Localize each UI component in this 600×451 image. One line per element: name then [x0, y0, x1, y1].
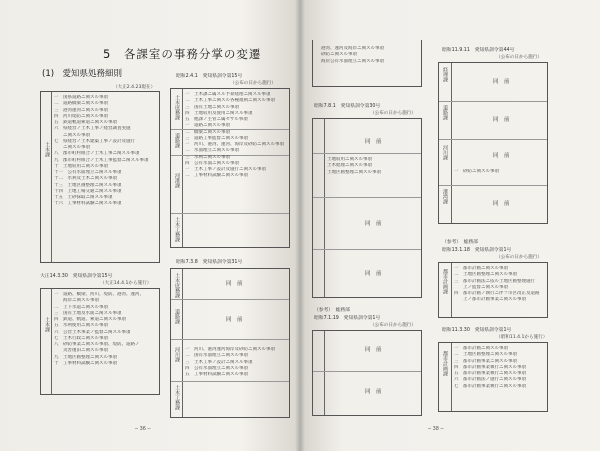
- box5-heading: 昭和11.9.11 愛知県訓令第44号: [442, 48, 515, 53]
- list-item: 四 土地収用及使用ニ関スル事項: [185, 110, 253, 116]
- box2-date-note: （公布の日から施行）: [230, 81, 276, 86]
- box4-same-label-1: 同 前: [226, 281, 243, 287]
- list-item: 二 水面埋立ニ関スル事項: [185, 148, 239, 154]
- box4-heading: 昭和7.3.8 愛知県訓令第31号: [176, 260, 243, 265]
- list-item: 二 工事材料試験ニ関スル事項: [185, 173, 248, 179]
- list-item: 十 土地収用ニ関スル事項: [54, 163, 108, 169]
- list-item: 二 土木工事ニ関スル各種規則ニ関スル事項: [185, 98, 275, 104]
- chapter-title: 5 各課室の事務分掌の変遷: [103, 47, 262, 61]
- left-page-number: ─ 36 ─: [135, 426, 151, 432]
- box8-same-label-1: 同 前: [365, 347, 382, 353]
- list-item: 三 国有土地ニ関スル事項: [185, 104, 239, 110]
- box5-date-note: （公布の日から施行）: [496, 55, 542, 60]
- list-item: 一 都市計画ニ関スル事項: [454, 266, 508, 271]
- list-item: 四 都市計画ノ執行ニ伴フ市区改正及道路: [454, 291, 540, 296]
- list-item: 一 砂防ニ関スル事項: [454, 169, 499, 174]
- list-item: 三 都市計画法ニ依ル土地区画整理施行: [454, 278, 535, 284]
- list-item: 二 土地区画整理ニ関スル事項: [454, 352, 517, 358]
- box9-heading: 昭和11.3.30 愛知県訓令第1号: [442, 328, 512, 333]
- box8-heading: 昭和7.1.19 愛知県訓令第1号: [314, 316, 381, 321]
- box9-ordinance-table: [438, 342, 548, 412]
- box1-item-list: [54, 95, 157, 208]
- list-item: 一 土木課ニ属スル予算経理ニ関スル事項: [185, 92, 271, 97]
- list-item: 二 国有水面埋立ニ関スル事項: [185, 353, 248, 359]
- box2-dept-label-2: [173, 133, 179, 151]
- list-item: 三 道路工事監督ニ関スル事項: [185, 135, 248, 141]
- box6-item-list: [327, 157, 419, 176]
- dept-label-text: 港湾課: [442, 189, 448, 204]
- box4-item-list: [185, 347, 287, 378]
- dept-label-text: 土木庶務課: [174, 95, 180, 120]
- box1-ordinance-table: [40, 91, 160, 263]
- box7-pre-label: （参考） 総務部: [442, 240, 478, 245]
- list-item: 五 鉄道軌道索道ニ関スル事項: [54, 120, 117, 125]
- box3-heading: 大正14.3.30 愛知県訓令第15号: [40, 274, 113, 279]
- box4-dept-label-3: [173, 347, 179, 365]
- list-item: 四 河川堤防ニ関スル事項: [54, 113, 108, 119]
- list-item: 二 土地区画整理ニ関スル事項: [454, 272, 517, 278]
- box2-ordinance-table: [170, 88, 290, 248]
- box9-date-note: （昭和11.4.1から施行）: [496, 335, 548, 340]
- list-item: 一 道路、橋梁、河川、堤防、港湾、運河、: [54, 292, 144, 297]
- list-item: 三 港湾運河ニ関スル事項: [54, 107, 108, 113]
- list-item: 二 上下水道ニ関スル事項: [54, 304, 108, 310]
- dept-label-text: 河川課: [442, 145, 448, 160]
- dept-label-text: 都市計画課: [442, 269, 448, 294]
- box6-same-label-3: 同 前: [365, 271, 382, 277]
- list-item: 海岸ニ関スル事項: [54, 298, 99, 304]
- list-item: 十二 水利及土木ニ関スル事項: [54, 176, 117, 182]
- dept-label-text: 河港課: [174, 173, 180, 188]
- box5-item-list: [454, 169, 544, 175]
- section-title: (1) 愛知県処務細則: [42, 69, 123, 79]
- list-item: 六 公営土木事業ノ監督ニ関スル事項: [54, 329, 131, 335]
- list-item: 四 公有水面ニ関スル事項: [185, 160, 239, 166]
- box5-dept-label-2: [441, 105, 447, 123]
- list-item: 十三 土地区画整理ニ関スル事項: [54, 182, 122, 188]
- box4-dept-label-4: [173, 385, 179, 413]
- list-item: 二 橋梁ニ関スル事項: [185, 129, 230, 135]
- list-item: 十五 土砂採取ニ関スル事項: [54, 195, 113, 200]
- list-item: ニ関スル事項: [54, 132, 90, 138]
- list-item: 三 国有土地及水面ニ関スル事項: [54, 310, 122, 316]
- box5-same-label-4: 同 前: [493, 201, 510, 207]
- list-item: 一 道路ニ関スル事項: [185, 123, 230, 129]
- dept-label-text: 土木工務課: [174, 217, 180, 242]
- box2-heading: 昭和2.4.1 愛知県訓令第15号: [176, 74, 243, 79]
- box6-same-label-1: 同 前: [365, 139, 382, 145]
- list-item: 三 都市計画事業ニ関スル事項: [454, 358, 517, 364]
- box6-same-label-2: 同 前: [365, 221, 382, 227]
- list-item: 土地収用ニ関スル事項: [327, 157, 372, 162]
- right-page-number: ─ 38 ─: [428, 426, 444, 432]
- dept-label-text: 河川課: [174, 347, 180, 362]
- box6-date-note: （公布の日から施行）: [370, 111, 416, 116]
- box4-dept-label-1: [173, 273, 179, 301]
- list-item: 八 砂防事業ニ関スル事項、堤防、道路ノ: [54, 342, 140, 347]
- list-item: 十一 公有水面埋立ニ関スル事項: [54, 170, 122, 175]
- list-item: 八 郡市町村組合ノ土木工事ニ関スル事項: [54, 151, 140, 157]
- list-item: 土木経理ニ関スル事項: [327, 163, 372, 169]
- box7-dept-label: [441, 269, 447, 297]
- dept-label-text: 道路課: [442, 105, 448, 120]
- box8-date-note: （公布の日から施行）: [370, 323, 416, 328]
- box7-date-note: （公布の日から施行）: [496, 255, 542, 260]
- list-item: 一 国県道路ニ関スル事項: [54, 95, 108, 100]
- list-item: 七 県経営ノ土木建築工事ノ設計及施行: [54, 138, 135, 144]
- list-item: 災害復旧ニ関スル事項: [54, 348, 108, 354]
- box3-date-note: （大正14.4.1から施行）: [100, 281, 152, 286]
- list-item: 一 都市計画ニ関スル事項: [454, 346, 508, 351]
- list-item: 上ノ監督ニ関スル事項: [454, 284, 508, 290]
- box5-dept-label-4: [441, 189, 447, 207]
- dept-label-text: 道路課: [174, 309, 180, 324]
- box2-item-list: [185, 92, 287, 180]
- box3-item-list: [54, 292, 157, 367]
- dept-label-text: 土木課: [44, 142, 50, 157]
- box5-same-label-2: 同 前: [493, 117, 510, 123]
- list-item: 九 土地区画整理ニ関スル事項: [54, 354, 117, 360]
- list-item: 十四 上地工場交通ニ関スル事項: [54, 188, 122, 194]
- dept-label-text: 経理課: [442, 67, 448, 82]
- continued-table: [312, 40, 422, 87]
- list-item: 十六 工事材料試験ニ関スル事項: [54, 201, 122, 207]
- list-item: 五 工事材料試験ニ関スル事項: [185, 372, 248, 377]
- list-item: 九 郡市町村組合ノ土木工事監督ニ関スル事項: [54, 157, 149, 163]
- box5-ordinance-table: [438, 62, 548, 224]
- box8-ordinance-table: [312, 330, 422, 416]
- list-item: 七 都市計画事業執行ニ関スル事項: [454, 383, 526, 389]
- list-item: 土地区画整理ニ関スル事項: [327, 169, 381, 175]
- box1-dept-label: [43, 142, 49, 160]
- box3-dept-label: [43, 317, 49, 335]
- box5-dept-label-1: [441, 67, 447, 85]
- box7-item-list: [454, 266, 544, 304]
- dept-label-text: 土木課: [44, 317, 50, 332]
- box5-dept-label-3: [441, 145, 447, 163]
- box5-same-label-3: 同 前: [493, 153, 510, 159]
- book-gutter: [295, 0, 305, 451]
- list-item: 四 鉄道、軌道、索道ニ関スル事項: [54, 317, 126, 322]
- list-item: 七 土木行政ニ関スル事項: [54, 335, 108, 341]
- box1-date-note: （大正2.4.23現在）: [113, 85, 156, 90]
- box2-dept-label-4: [173, 217, 179, 245]
- list-item: 三 土木工事ノ設計ニ関スル事項: [185, 359, 253, 365]
- list-item: ニ関スル事項: [54, 145, 90, 150]
- list-item: 上ノ都市計画事業ニ関スル事項: [454, 297, 526, 303]
- list-item: 海岸公有水面埋立ニ関スル事項: [321, 58, 384, 64]
- list-item: 五 水利使用ニ関スル事項: [54, 323, 108, 329]
- box4-same-label-2: 同 前: [226, 317, 243, 323]
- box8-pre-label: （参考） 総務部: [314, 308, 350, 313]
- list-item: 四 公有水面埋立ニ関スル事項: [185, 365, 248, 371]
- box3-ordinance-table: [40, 288, 160, 395]
- box4-dept-label-2: [173, 309, 179, 327]
- list-item: 四 都市計画事業執行ニ関スル事項: [454, 364, 526, 370]
- right-page: [300, 0, 600, 451]
- box5-same-label-1: 同 前: [493, 79, 510, 85]
- box2-dept-label-3: [173, 173, 179, 191]
- box7-ordinance-table: [438, 262, 548, 318]
- box4-ordinance-table: [170, 268, 290, 418]
- dept-label-text: 道路課: [174, 133, 180, 148]
- list-item: 十 工事材料試験ニ関スル事項: [54, 360, 117, 366]
- box7-heading: 昭和13.1.18 愛知県訓令第1号: [442, 248, 512, 253]
- list-item: 一 河川、港湾、運河、海岸及砂防ニ関スル事項: [185, 142, 284, 147]
- list-item: 一 土木工事ノ設計及施行ニ関スル事項: [185, 167, 266, 172]
- list-item: 五 他課ノ主管ニ属セサル事項: [185, 117, 248, 122]
- list-item: 一 河川、港湾運河海岸及砂防ニ関スル事項: [185, 347, 275, 352]
- box6-ordinance-table: [312, 118, 422, 298]
- continued-item-list: [321, 46, 419, 65]
- box6-heading: 昭和7.8.1 愛知県訓令第30号: [314, 104, 381, 109]
- box9-dept-label: [441, 351, 447, 379]
- list-item: 六 都市計画法ノ施行ニ関スル事項: [454, 377, 526, 383]
- list-item: 二 道路橋梁ニ関スル事項: [54, 101, 108, 107]
- box2-dept-label-1: [173, 95, 179, 123]
- dept-label-text: 土木工務課: [174, 385, 180, 410]
- dept-label-text: 都市計画課: [442, 351, 448, 376]
- list-item: 港湾、運河及海岸ニ関スル事項: [321, 46, 384, 51]
- list-item: 砂防ニ関スル事項: [321, 52, 357, 58]
- list-item: 五 都市計画事業執行ニ関スル事項: [454, 371, 526, 376]
- list-item: 三 水利ニ関スル事項: [185, 154, 230, 160]
- dept-label-text: 土木庶務課: [174, 273, 180, 298]
- box8-same-label-2: 同 前: [365, 389, 382, 395]
- box9-item-list: [454, 346, 544, 390]
- list-item: 六 県経営ノ土木工事ノ経営調査実施: [54, 126, 131, 132]
